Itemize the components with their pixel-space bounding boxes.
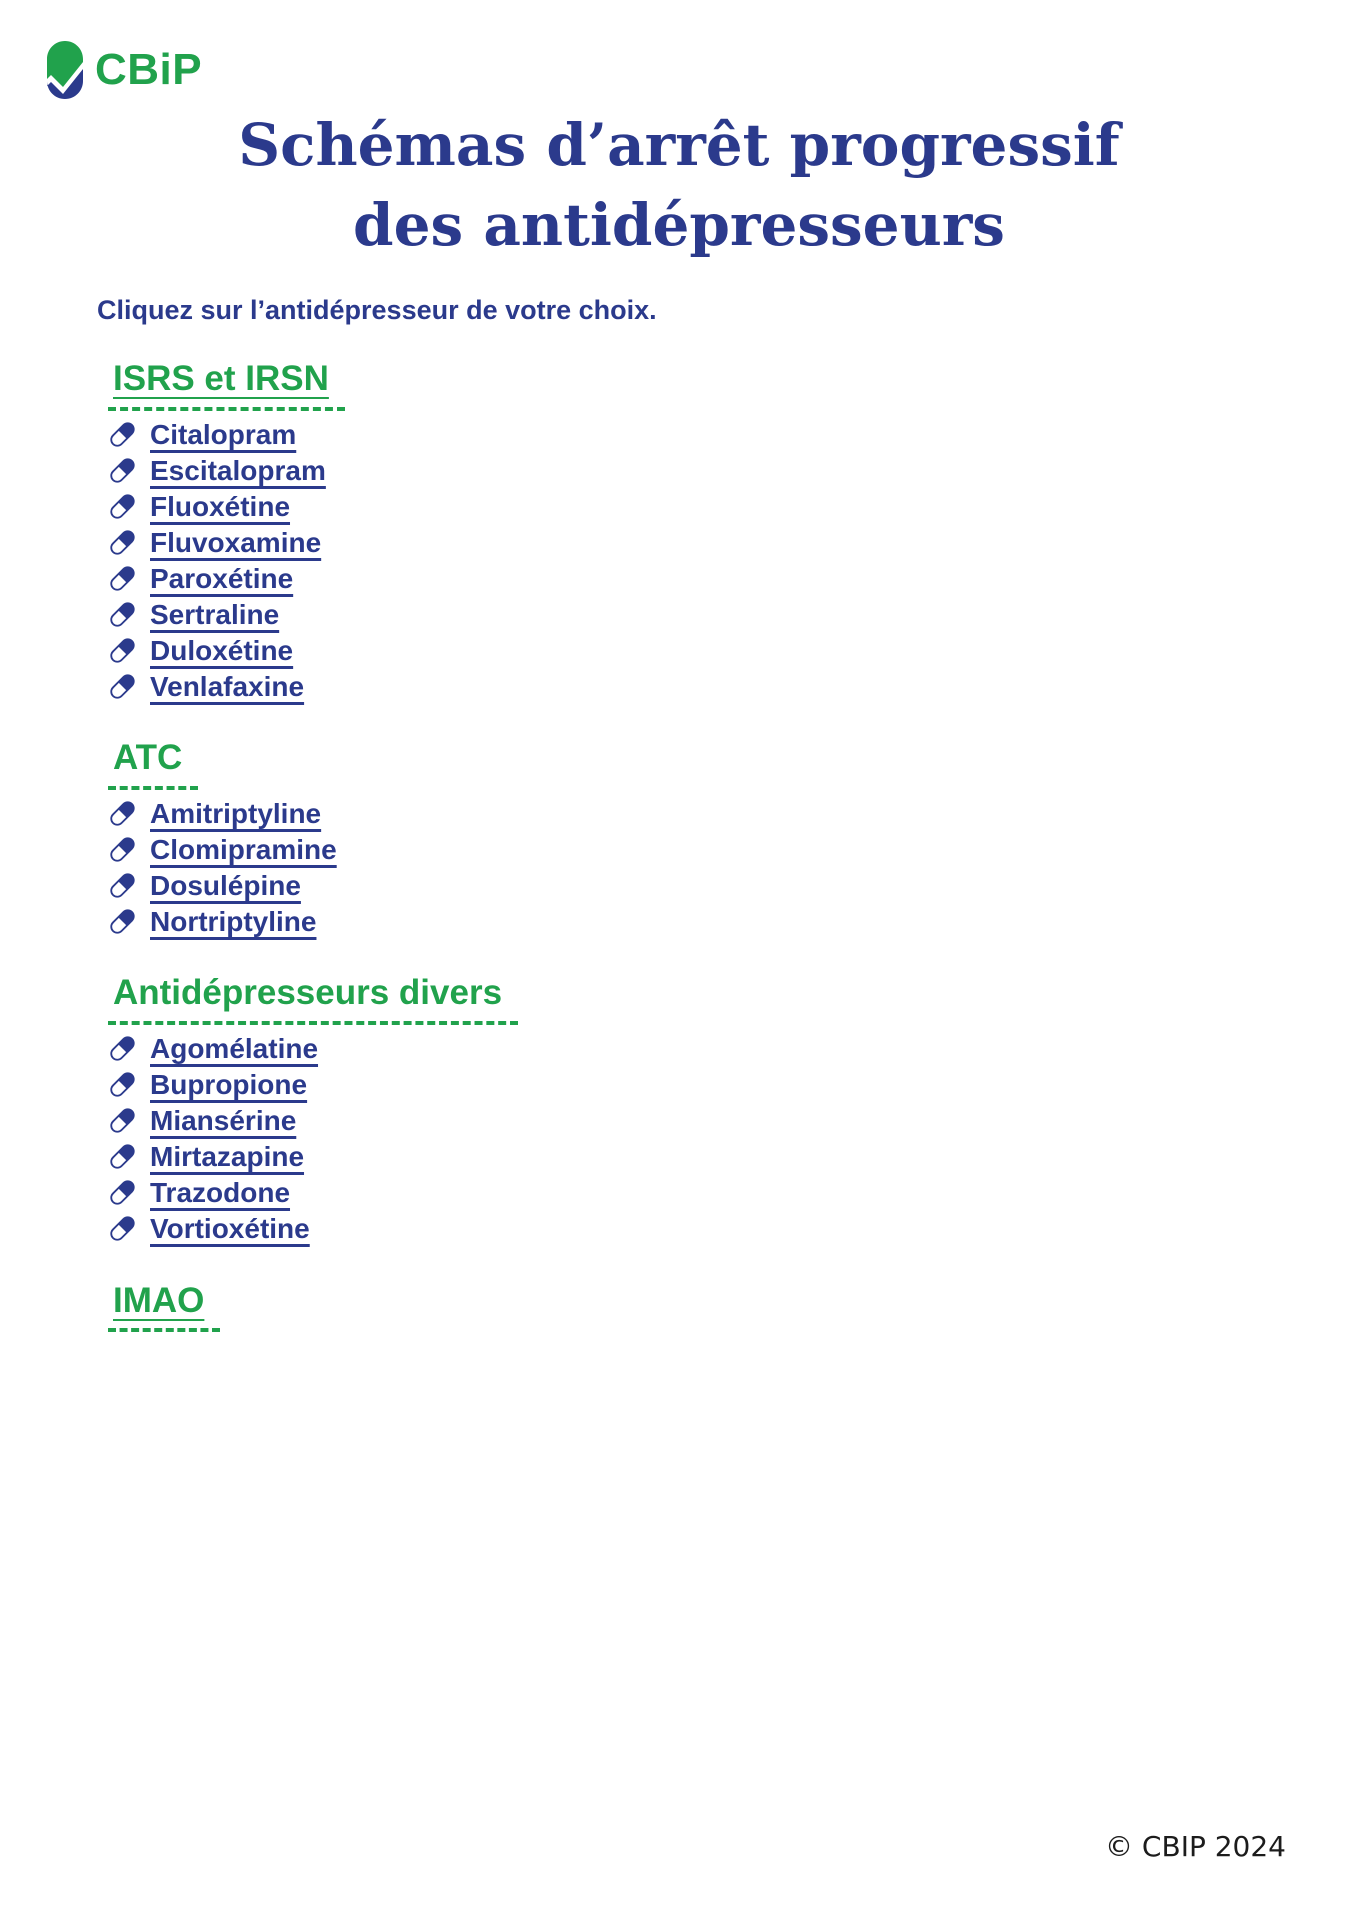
antidepressant-link-amitriptyline[interactable]: Amitriptyline xyxy=(150,797,322,829)
pill-icon xyxy=(108,1142,137,1171)
pill-icon xyxy=(108,600,137,629)
copyright-text: © CBIP 2024 xyxy=(1105,1830,1286,1863)
list-item xyxy=(108,1070,1358,1099)
page-title-line2: des antidépresseurs xyxy=(353,191,1005,260)
list-item xyxy=(108,456,1358,485)
pill-icon xyxy=(108,835,137,864)
list-item xyxy=(108,564,1358,593)
pill-icon xyxy=(108,492,137,521)
pill-icon xyxy=(108,1178,137,1207)
antidepressant-link-agomelatine[interactable]: Agomélatine xyxy=(150,1032,319,1064)
list-item xyxy=(108,1142,1358,1171)
section-heading-antidepresseurs-divers[interactable]: Antidépresseurs divers xyxy=(108,974,518,1025)
pill-icon xyxy=(108,871,137,900)
antidepressant-link-mianserine[interactable]: Miansérine xyxy=(150,1105,297,1137)
pill-icon xyxy=(108,564,137,593)
drug-list xyxy=(108,799,1358,936)
drug-sections xyxy=(108,360,1358,1332)
antidepressant-link-dosulepine[interactable]: Dosulépine xyxy=(150,870,301,902)
page-footer xyxy=(1105,1830,1286,1863)
antidepressant-link-citalopram[interactable]: Citalopram xyxy=(150,418,297,450)
list-item xyxy=(108,600,1358,629)
pill-icon xyxy=(108,456,137,485)
antidepressant-link-vortioxetine[interactable]: Vortioxétine xyxy=(150,1213,310,1245)
pill-icon xyxy=(108,1034,137,1063)
drug-section xyxy=(108,1282,1358,1333)
antidepressant-link-clomipramine[interactable]: Clomipramine xyxy=(150,834,337,866)
page-title-line1: Schémas d’arrêt progressif xyxy=(238,111,1120,179)
list-item xyxy=(108,420,1358,449)
cbip-logo-text: CBiP xyxy=(95,45,203,94)
list-item xyxy=(108,871,1358,900)
cbip-pill-check-icon xyxy=(45,40,85,105)
pill-icon xyxy=(108,528,137,557)
antidepressant-link-duloxetine[interactable]: Duloxétine xyxy=(150,635,294,667)
drug-list xyxy=(108,1034,1358,1244)
pill-icon xyxy=(108,672,137,701)
pill-icon xyxy=(108,420,137,449)
drug-section xyxy=(108,974,1358,1243)
pill-icon xyxy=(108,1106,137,1135)
antidepressant-link-mirtazapine[interactable]: Mirtazapine xyxy=(150,1141,305,1173)
drug-section xyxy=(108,739,1358,936)
antidepressant-link-paroxetine[interactable]: Paroxétine xyxy=(150,563,294,594)
antidepressant-link-sertraline[interactable]: Sertraline xyxy=(150,599,280,631)
list-item xyxy=(108,492,1358,521)
antidepressant-link-fluvoxamine[interactable]: Fluvoxamine xyxy=(150,526,322,558)
antidepressant-link-escitalopram[interactable]: Escitalopram xyxy=(150,454,326,486)
drug-section xyxy=(108,360,1358,701)
list-item xyxy=(108,1034,1358,1063)
pill-icon xyxy=(108,636,137,665)
antidepressant-link-venlafaxine[interactable]: Venlafaxine xyxy=(150,671,305,703)
list-item xyxy=(108,907,1358,936)
list-item xyxy=(108,799,1358,828)
list-item xyxy=(108,1178,1358,1207)
antidepressant-link-fluoxetine[interactable]: Fluoxétine xyxy=(150,490,291,522)
antidepressant-link-trazodone[interactable]: Trazodone xyxy=(150,1177,291,1209)
instruction-text: Cliquez sur l’antidépresseur de votre choix. xyxy=(97,295,657,326)
pill-icon xyxy=(108,1214,137,1243)
cbip-logo[interactable] xyxy=(45,40,202,105)
list-item xyxy=(108,672,1358,701)
section-heading-isrs-irsn[interactable]: ISRS et IRSN xyxy=(108,360,345,411)
page-header xyxy=(0,0,1358,326)
section-heading-imao[interactable]: IMAO xyxy=(108,1282,220,1333)
drug-list xyxy=(108,420,1358,702)
antidepressant-link-nortriptyline[interactable]: Nortriptyline xyxy=(150,906,317,938)
section-heading-atc[interactable]: ATC xyxy=(108,739,198,790)
pill-icon xyxy=(108,907,137,936)
antidepressant-link-bupropione[interactable]: Bupropione xyxy=(150,1068,308,1100)
pill-icon xyxy=(108,1070,137,1099)
page-title xyxy=(0,105,1358,265)
list-item xyxy=(108,1106,1358,1135)
list-item xyxy=(108,528,1358,557)
list-item xyxy=(108,1214,1358,1243)
list-item xyxy=(108,835,1358,864)
pill-icon xyxy=(108,799,137,828)
list-item xyxy=(108,636,1358,665)
